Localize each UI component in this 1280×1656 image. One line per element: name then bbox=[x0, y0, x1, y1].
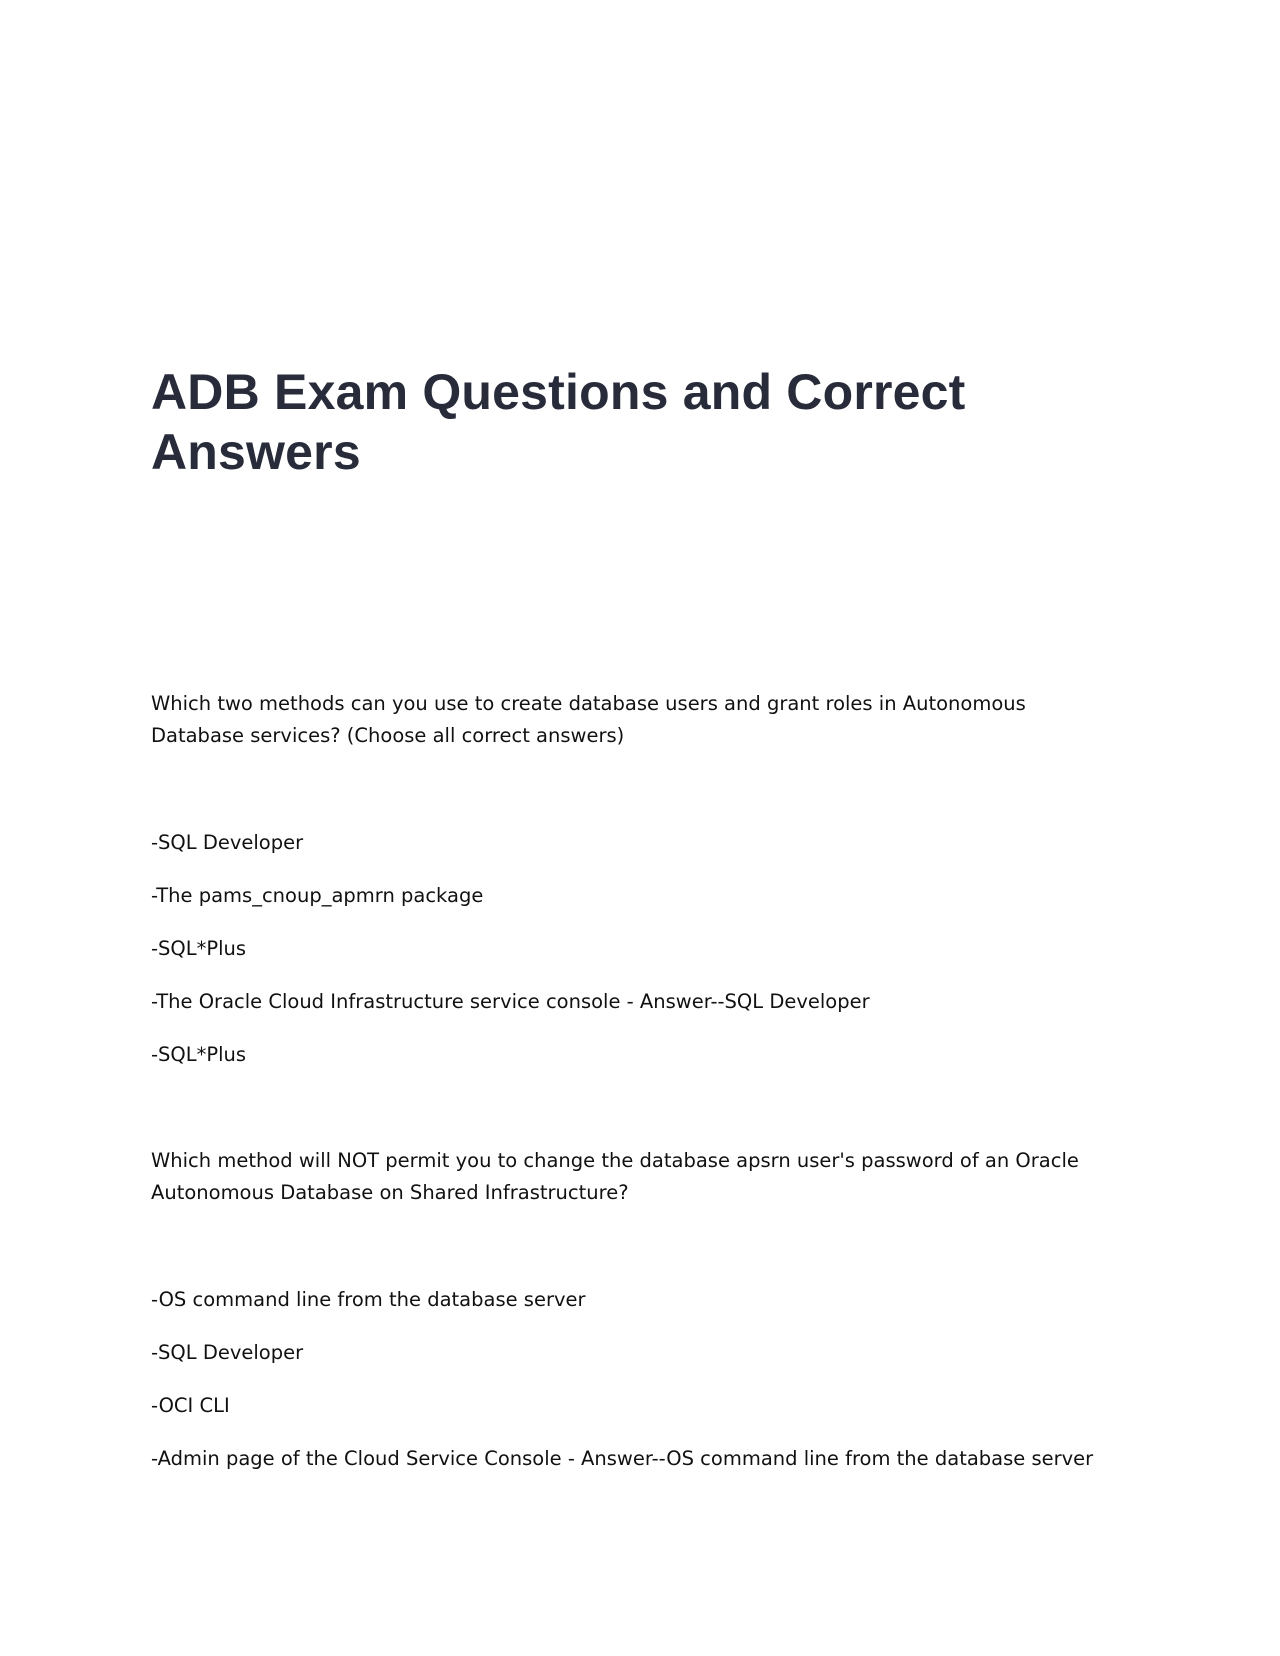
document-title: ADB Exam Questions and Correct Answers bbox=[151, 364, 966, 480]
question-2-option-3: -OCI CLI bbox=[151, 1394, 230, 1417]
question-1-text: Which two methods can you use to create database users and grant roles in Autonomous Database services? (Choose all correct answers) bbox=[151, 692, 1026, 747]
question-1-option-1: -SQL Developer bbox=[151, 831, 304, 854]
question-1-option-4-with-answer: -The Oracle Cloud Infrastructure service console - Answer--SQL Developer bbox=[151, 990, 870, 1013]
question-1-option-2: -The pams_cnoup_apmrn package bbox=[151, 884, 484, 907]
question-2-option-2: -SQL Developer bbox=[151, 1341, 304, 1364]
question-1-option-3: -SQL*Plus bbox=[151, 937, 247, 960]
question-1-answer-continuation: -SQL*Plus bbox=[151, 1043, 247, 1066]
question-2-option-4-with-answer: -Admin page of the Cloud Service Console - Answer--OS command line from the database server bbox=[151, 1447, 1094, 1470]
question-2-option-1: -OS command line from the database server bbox=[151, 1288, 586, 1311]
question-2-text: Which method will NOT permit you to change the database apsrn user's password of an Oracle Autonomous Database on Shared Infrastructure? bbox=[151, 1149, 1079, 1204]
